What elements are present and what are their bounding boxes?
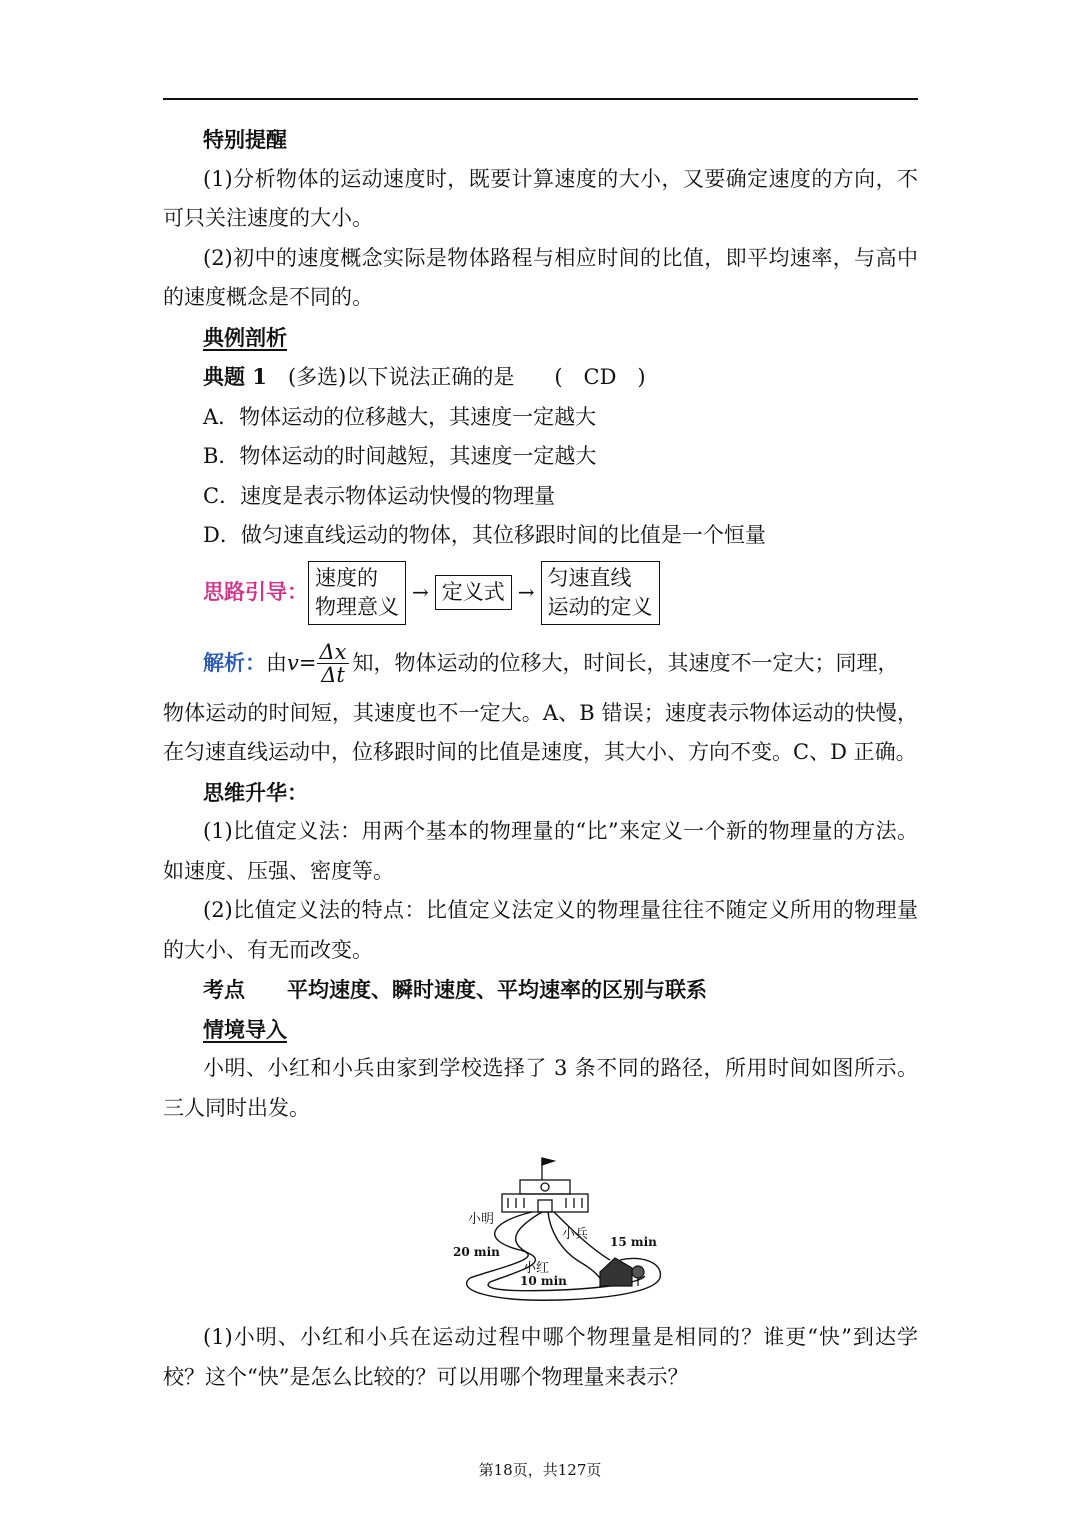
topic-heading [163,970,918,1010]
label-xiaohong-time: 10 min [520,1274,567,1288]
option-c: C．速度是表示物体运动快慢的物理量 [203,483,556,508]
thinking-paragraph-1: (1)比值定义法：用两个基本的物理量的“比”来定义一个新的物理量的方法。如速度、压强、密度等。 [163,819,918,883]
page-number: 第18页，共127页 [478,1461,602,1479]
problem-text: (多选)以下说法正确的是 [287,365,515,389]
velocity-fraction [317,641,348,686]
analysis-label: 解析： [203,650,266,675]
page-body [163,120,918,1128]
option-b: B．物体运动的时间越短，其速度一定越大 [203,444,597,468]
analysis-line-1 [163,634,918,694]
guide-box-definition [435,575,512,610]
arrow-icon: → [517,579,535,604]
tip-heading: 特别提醒 [203,127,287,152]
guide-box-uniform-line1: 匀速直线 [547,565,632,590]
guide-box-definition-text: 定义式 [441,580,505,604]
problem-stem [163,357,918,398]
arrow-icon: → [412,579,429,604]
topic-label: 考点 [203,977,245,1002]
thinking-paragraph-2: (2)比值定义法的特点：比值定义法定义的物理量往往不随定义所用的物理量的大小、有无而改变。 [163,898,918,962]
tip-paragraph-1: (1)分析物体的运动速度时，既要计算速度的大小，又要确定速度的方向，不可只关注速度的大小。 [163,166,918,230]
thinking-heading: 思维升华： [203,779,308,805]
guide-flowchart [163,558,918,628]
guide-box-meaning-line1: 速度的 [315,565,378,590]
school-icon [502,1158,588,1212]
label-xiaobing: 小兵 [562,1227,589,1242]
label-xiaobing-time: 15 min [610,1235,657,1249]
question-1: (1)小明、小红和小兵在运动过程中哪个物理量是相同的？谁更“快”到达学校？这个“快”是怎么比较的？可以用哪个物理量来表示？ [163,1325,918,1389]
scenario-paragraph: 小明、小红和小兵由家到学校选择了 3 条不同的路径，所用时间如图所示。三人同时出发。 [163,1056,918,1120]
analysis-line1-rest: 知，物体运动的位移大，时间长，其速度不一定大；同理， [352,650,899,675]
guide-box-meaning-line2: 物理意义 [315,594,399,619]
option-a: A．物体运动的位移越大，其速度一定越大 [203,404,597,429]
option-d: D．做匀速直线运动的物体，其位移跟时间的比值是一个恒量 [203,523,766,547]
topic-title: 平均速度、瞬时速度、平均速率的区别与联系 [287,977,707,1002]
analysis-paragraph: 物体运动的时间短，其速度也不一定大。A、B 错误；速度表示物体运动的快慢，在匀速直线运动中，位移跟时间的比值是速度，其大小、方向不变。C、D 正确。 [163,700,918,764]
example-heading: 典例剖析 [203,324,287,350]
fraction-denominator: Δt [321,663,345,687]
house-icon [600,1258,644,1286]
label-xiaohong: 小红 [523,1261,550,1276]
analysis-pre: 由 [266,650,287,675]
header-rule [163,98,918,100]
analysis-eq: = [298,650,317,675]
guide-box-meaning [308,561,406,625]
tip-paragraph-2: (2)初中的速度概念实际是物体路程与相应时间的比值，即平均速率，与高中的速度概念是不同的。 [163,245,918,309]
route-figure [450,1150,670,1310]
label-xiaoming: 小明 [468,1212,495,1227]
question-block [163,1318,918,1397]
guide-box-uniform [541,561,660,625]
problem-answer: ( CD ) [554,365,646,389]
label-xiaoming-time: 20 min [453,1245,500,1259]
scenario-heading: 情境导入 [203,1016,287,1042]
fraction-numerator: Δx [319,640,347,664]
analysis-var: v [287,650,299,675]
guide-label: 思路引导： [203,579,308,604]
guide-box-uniform-line2: 运动的定义 [547,594,653,619]
problem-label: 典题 1 [203,364,267,389]
